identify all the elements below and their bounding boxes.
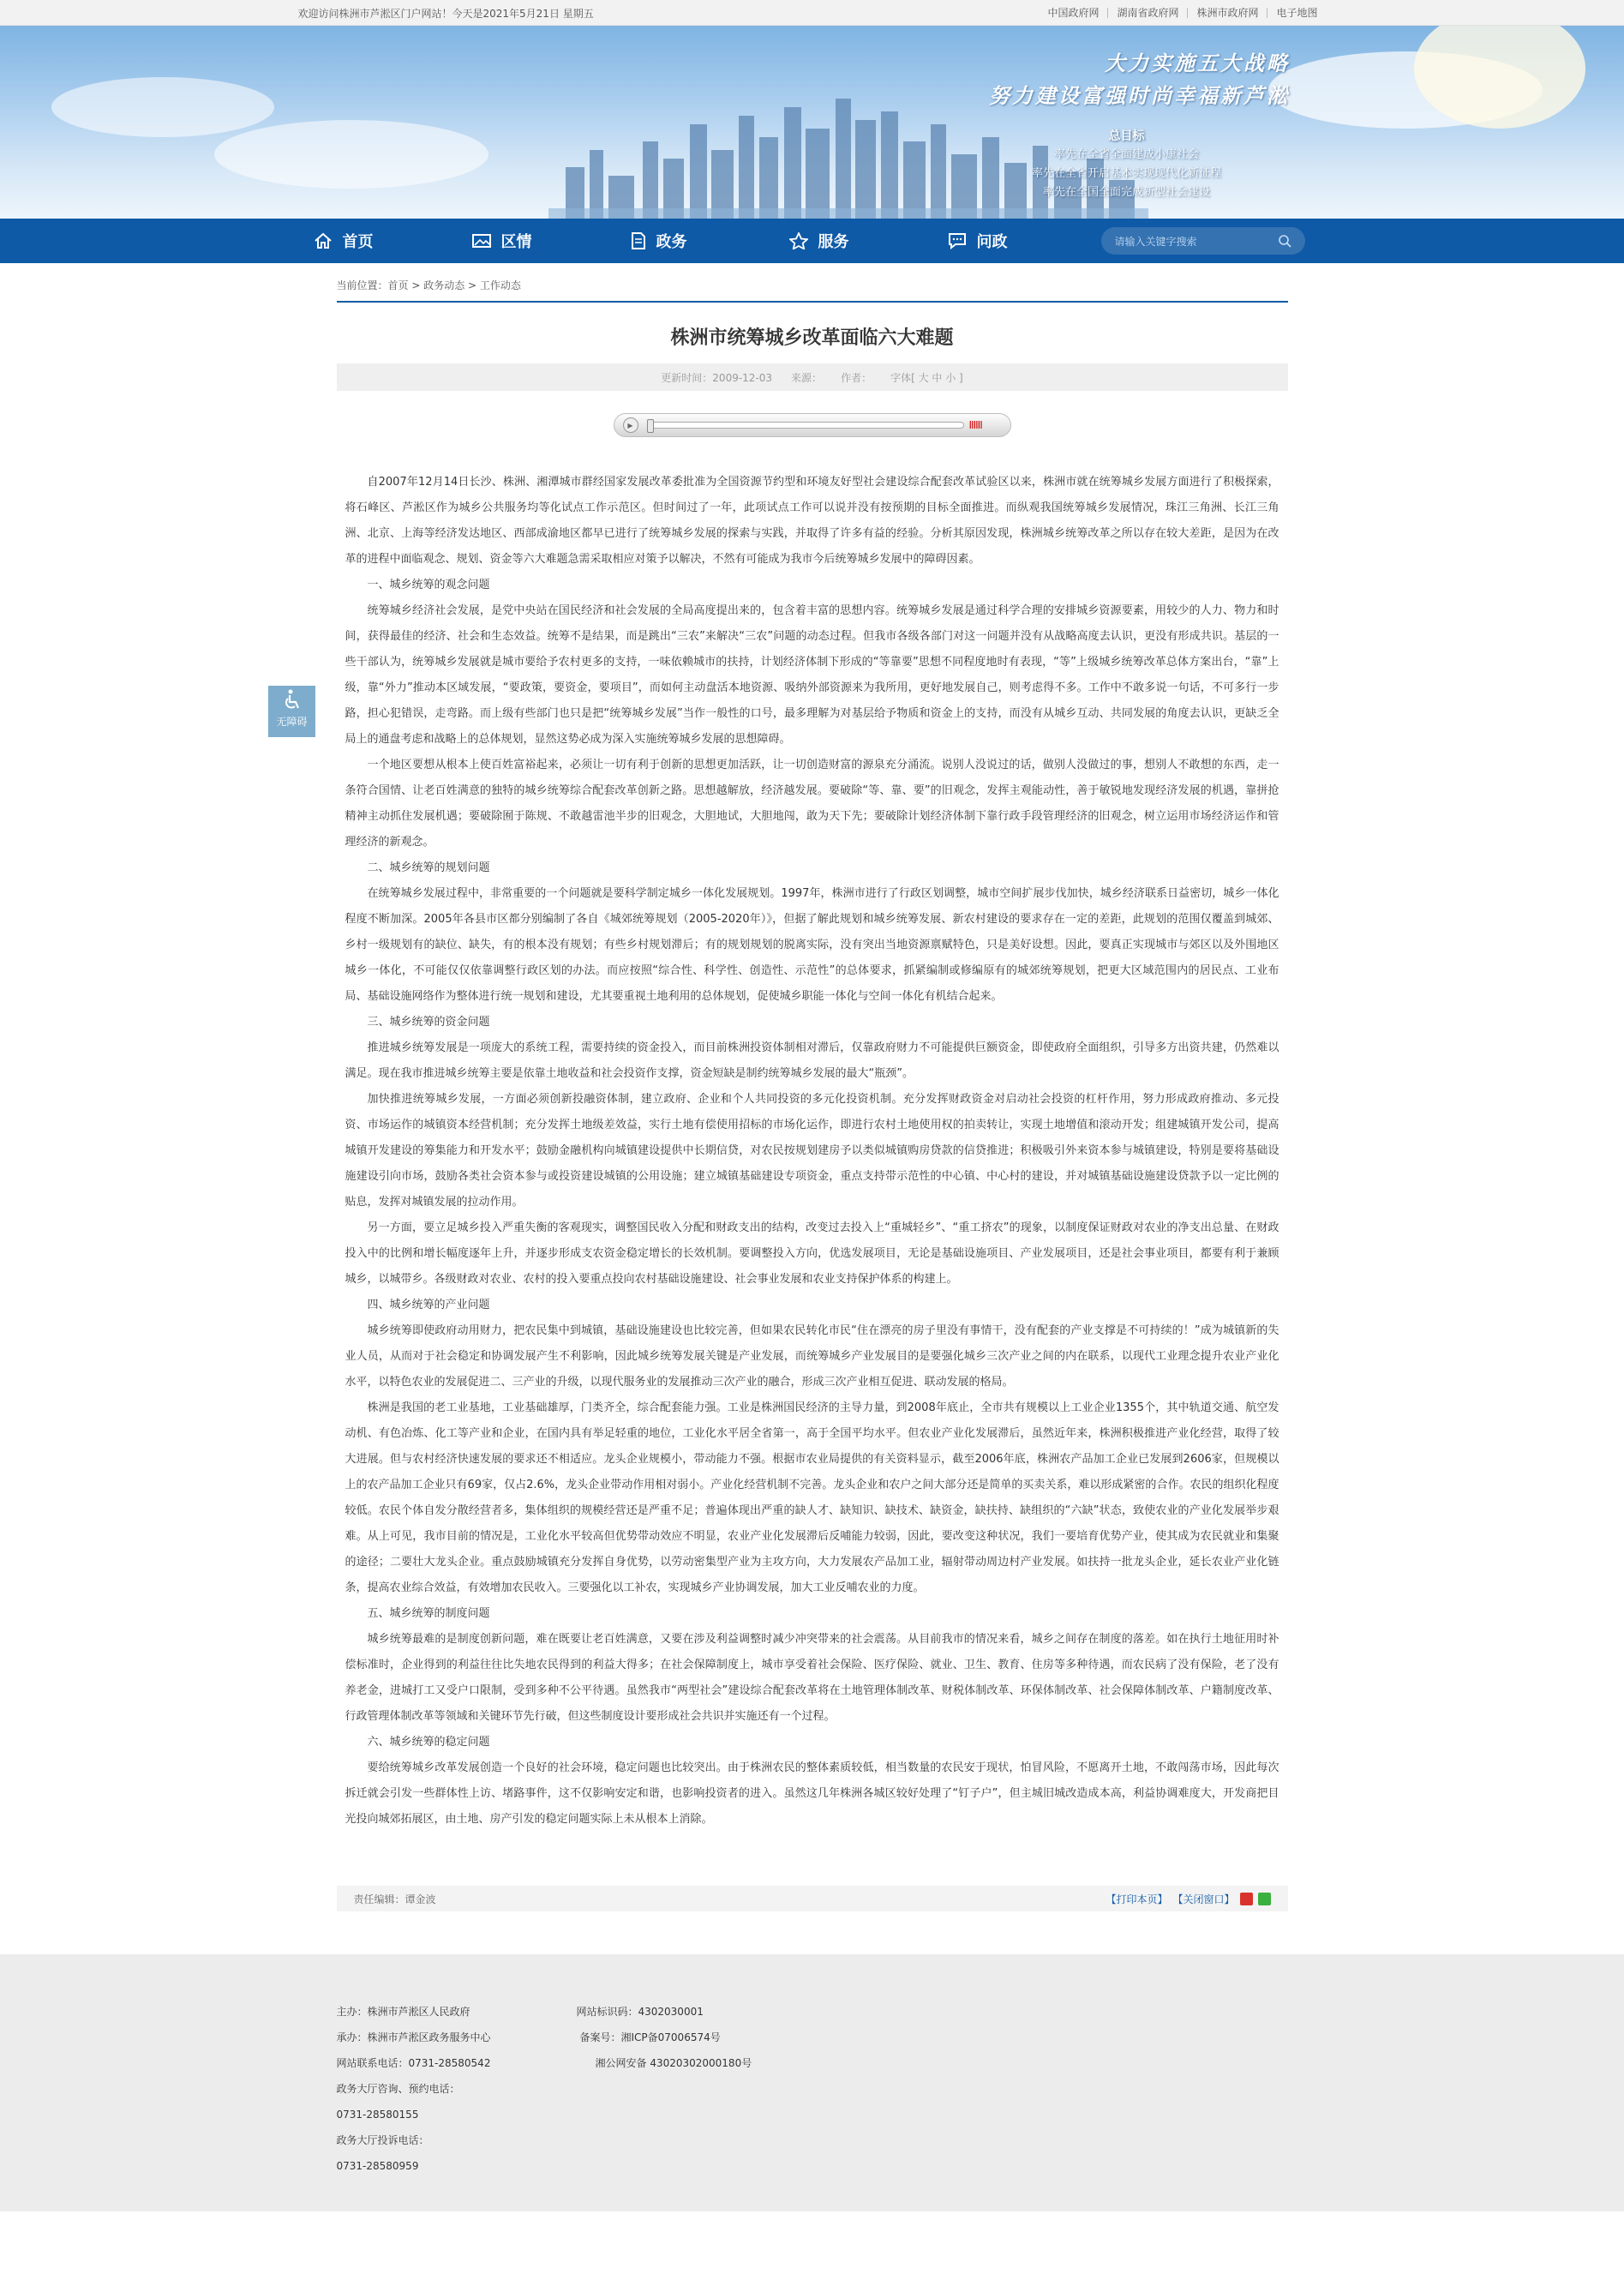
main-content <box>337 263 1288 1911</box>
section-heading: 二、城乡统筹的规划问题 <box>367 861 490 874</box>
article-source: 来源： <box>791 371 823 384</box>
footer-line: 政务大厅咨询、预约电话： <box>336 2083 460 2095</box>
goal-title: 总目标 <box>1108 129 1145 143</box>
breadcrumb-sep: > <box>464 279 480 291</box>
slogan-line-2: 努力建设富强时尚幸福新芦淞 <box>989 83 1290 108</box>
footer-registration <box>577 1999 752 2179</box>
welcome-text: 欢迎访问株洲市芦淞区门户网站！今天是2021年5月21日 星期五 <box>297 7 594 20</box>
header-banner <box>0 26 1624 219</box>
article-paragraph: 推进城乡统筹发展是一项庞大的系统工程，需要持续的资金投入，而目前株洲投资体制相对滞后，仅靠政府财力不可能提供巨额资金，即使政府全面组织，引导多方出资共建，仍然难以满足。现在我市推进城乡统筹主要是依靠土地收益和社会投资作支撑，资金短缺是制约统筹城乡发展的最大“瓶颈”。 <box>345 1041 1279 1080</box>
slider-handle[interactable] <box>647 419 654 433</box>
footer-line: 0731-28580959 <box>336 2160 419 2172</box>
audio-player <box>337 413 1288 437</box>
document-icon <box>631 232 646 249</box>
article-paragraph: 自2007年12月14日长沙、株洲、湘潭城市群经国家发展改革委批准为全国资源节约型和环境友好型社会建设综合配套改革试验区以来，株洲市就在统筹城乡发展方面进行了积极探索，将石峰区、芦淞区作为城乡公共服务均等化试点工作示范区。但时间过了一年，此项试点工作可以说并没有按预期的目标全面推进。而纵观我国统筹城乡发展情况，珠江三角洲、长江三角洲、北京、上海等经济发达地区、西部成渝地区都早已进行了统筹城乡发展的探索与实践，并取得了许多有益的经验。分析其原因发现，株洲城乡统筹改革之所以存在较大差距，是因为在改革的进程中面临观念、规划、资金等六大难题急需采取相应对策予以解决，不然有可能成为我市今后统筹城乡发展中的障碍因素。 <box>345 476 1279 566</box>
article-paragraph: 株洲是我国的老工业基地，工业基础雄厚，门类齐全，综合配套能力强。工业是株洲国民经济的主导力量，到2008年底止，全市共有规模以上工业企业1355个，其中轨道交通、航空发动机、有色冶炼、化工等产业和企业，在国内具有举足轻重的地位，工业化水平居全省第一，高于全国平均水平。但农业产业化发展滞后，虽然近年来，株洲积极推进产业化经营，取得了较大进展。但与农村经济快速发展的要求还不相适应。龙头企业规模小，带动能力不强。根据市农业局提供的有关资料显示，截至2006年底，株洲农产品加工企业已发展到2606家，但规模以上的农产品加工企业只有69家，仅占2.6%，龙头企业带动作用相对弱小。产业化经营机制不完善。龙头企业和农户之间大部分还是简单的买卖关系，难以形成紧密的合作。农民的组织化程度较低。农民个体自发分散经营者多，集体组织的规模经营还是严重不足；普遍体现出严重的缺人才、缺知识、缺技术、缺资金，缺扶持、缺组织的“六缺”状态，致使农业的产业化发展举步艰难。从上可见，我市目前的情况是，工业化水平较高但优势带动效应不明显，农业产业化发展滞后反哺能力较弱，因此，要改变这种状况，我们一要培育优势产业，使其成为农民就业和集聚的途径；二要壮大龙头企业。重点鼓励城镇充分发挥自身优势，以劳动密集型产业为主攻方向，大力发展农产品加工业，辐射带动周边村产业发展。如扶持一批龙头企业，延长农业产业化链条，提高农业综合效益，有效增加农民收入。三要强化以工补农，实现城乡产业协调发展，加大工业反哺农业的力度。 <box>345 1401 1279 1594</box>
article-footer <box>337 1886 1288 1911</box>
footer-line: 0731-28580155 <box>336 2109 419 2121</box>
footer-line: 网站联系电话：0731-28580542 <box>336 2057 491 2069</box>
nav-label: 首页 <box>342 233 374 251</box>
accessibility-button[interactable] <box>268 686 315 737</box>
article-author: 作者： <box>841 371 872 384</box>
goal-item: 率先在全国全面完成新型社会建设 <box>1042 186 1210 199</box>
section-heading: 一、城乡统筹的观念问题 <box>367 579 490 591</box>
nav-label: 服务 <box>818 233 849 251</box>
footer-contact <box>337 1999 577 2179</box>
footer-line[interactable]: 湘公网安备 43020302000180号 <box>595 2057 752 2069</box>
wheelchair-icon <box>283 689 302 711</box>
chat-icon <box>948 232 967 249</box>
article-paragraph: 加快推进统筹城乡发展，一方面必须创新投融资体制，建立政府、企业和个人共同投资的多元化投资机制。充分发挥财政资金对启动社会投资的杠杆作用，努力形成政府推动、多元投资、市场运作的城镇资本经营机制；充分发挥土地级差效益，实行土地有偿使用招标的市场化运作，即进行农村土地使用权的拍卖转让，实现土地增值和滚动开发；组建城镇开发公司，提高城镇开发建设的筹集能力和开发水平；鼓励金融机构向城镇建设提供中长期信贷，对农民按规划建房予以类似城镇购房贷款的信贷推进；积极吸引外来资本参与城镇建设，特别是要将基础设施建设引向市场，鼓励各类社会资本参与或投资建设城镇的公用设施；建立城镇基础建设专项资金，重点支持带示范性的中心镇、中心村的建设，并对城镇基础设施建设贷款予以一定比例的贴息，发挥对城镇发展的拉动作用。 <box>345 1093 1279 1209</box>
section-heading: 三、城乡统筹的资金问题 <box>367 1016 490 1029</box>
play-button[interactable]: ▶ <box>623 417 638 433</box>
top-bar <box>0 0 1624 26</box>
banner-slogan <box>989 47 1290 112</box>
footer-line: 网站标识码：4302030001 <box>576 2006 704 2018</box>
font-size-selector[interactable]: 字体[ 大 中 小 ] <box>890 371 963 384</box>
accessibility-label: 无障碍 <box>276 716 308 728</box>
nav-district[interactable] <box>457 230 615 252</box>
breadcrumb-label: 当前位置： <box>336 279 388 291</box>
article-meta <box>337 363 1288 391</box>
article-paragraph: 城乡统筹最难的是制度创新问题，难在既要让老百姓满意，又要在涉及利益调整时减少冲突带来的社会震荡。从目前我市的情况来看，城乡之间存在制度的落差。如在执行土地征用时补偿标准时，企业得到的利益往往比失地农民得到的利益大得多；在社会保障制度上，城市享受着社会保险、医疗保险、就业、卫生、教育、住房等多种待遇，而农民病了没有保险，老了没有养老金，进城打工又受户口限制，受到多种不公平待遇。虽然我市“两型社会”建设综合配套改革将在土地管理体制改革、财税体制改革、环保体制改革、社会保障体制改革、户籍制度改革、行政管理体制改革等领域和关键环节先行破，但这些制度设计要形成社会共识并实施还有一个过程。 <box>345 1633 1279 1723</box>
article-paragraph: 另一方面，要立足城乡投入严重失衡的客观现实，调整国民收入分配和财政支出的结构，改变过去投入上“重城轻乡”、“重工挤农”的现象，以制度保证财政对农业的净支出总量、在财政投入中的比例和增长幅度逐年上升，并逐步形成支农资金稳定增长的长效机制。要调整投入方向，优选发展项目，无论是基础设施项目、产业发展项目，还是社会事业项目，都要有利于兼顾城乡，以城带乡。各级财政对农业、农村的投入要重点投向农村基础设施建设、社会事业发展和农业支持保护体系的构建上。 <box>345 1221 1279 1286</box>
article-paragraph: 要给统筹城乡改革发展创造一个良好的社会环境，稳定问题也比较突出。由于株洲农民的整体素质较低，相当数量的农民安于现状，怕冒风险，不愿离开土地，不敢闯荡市场，因此每次拆迁就会引发一些群体性上访、堵路事件，这不仅影响安定和谐，也影响投资者的进入。虽然这几年株洲各城区较好处理了“钉子户”，但主城旧城改造成本高，利益协调难度大，开发商把目光投向城郊拓展区，由土地、房产引发的稳定问题实际上未从根本上消除。 <box>345 1761 1279 1826</box>
section-heading: 四、城乡统筹的产业问题 <box>367 1299 490 1311</box>
print-link[interactable]: 【打印本页】 <box>1106 1893 1168 1905</box>
breadcrumb-home[interactable]: 首页 <box>387 279 409 291</box>
section-heading: 六、城乡统筹的稳定问题 <box>367 1736 490 1749</box>
star-icon <box>789 232 808 249</box>
image-icon <box>472 233 491 249</box>
nav-label: 问政 <box>976 233 1008 251</box>
nav-inquiry[interactable] <box>932 230 1091 252</box>
search-box[interactable] <box>1101 227 1305 255</box>
article-paragraph: 统筹城乡经济社会发展，是党中央站在国民经济和社会发展的全局高度提出来的，包含着丰富的思想内容。统筹城乡发展是通过科学合理的安排城乡资源要素，用较少的人力、物力和时间，获得最佳的经济、社会和生态效益。统筹不是结果，而是跳出“三农”来解决“三农”问题的动态过程。但我市各级各部门对这一问题并没有从战略高度去认识，更没有形成共识。基层的一些干部认为，统筹城乡发展就是城市要给予农村更多的支持，一味依赖城市的扶持，计划经济体制下形成的“等靠要”思想不同程度地时有表现，“等”上级城乡统筹改革总体方案出台，“靠”上级，靠“外力”推动本区域发展，“要政策，要资金，要项目”，而如何主动盘活本地资源、吸纳外部资源来为我所用，更好地发展自己，则考虑得不多。工作中不敢多说一句话，不可多行一步路，担心犯错误，走弯路。而上级有些部门也只是把“统筹城乡发展”当作一般性的口号，最多理解为对基层给予物质和资金上的支持，而没有从城乡互动、共同发展的角度去认识，更缺乏全局上的通盘考虑和战略上的总体规划，显然这势必成为深入实施统筹城乡发展的思想障碍。 <box>345 604 1279 746</box>
footer-line: 主办：株洲市芦淞区人民政府 <box>336 2006 470 2018</box>
top-link-zhuzhou[interactable]: 株洲市政府网 <box>1187 8 1267 18</box>
article-title: 株洲市统筹城乡改革面临六大难题 <box>670 327 954 349</box>
wechat-share-icon[interactable] <box>1258 1893 1271 1905</box>
slogan-line-1: 大力实施五大战略 <box>1105 51 1290 75</box>
home-icon <box>314 232 333 249</box>
goal-item: 率先在全省开启基本实现现代化新征程 <box>1031 167 1221 180</box>
weibo-share-icon[interactable] <box>1240 1893 1253 1905</box>
main-nav <box>0 219 1624 263</box>
nav-affairs[interactable] <box>615 230 774 252</box>
breadcrumb-sep: > <box>408 279 424 291</box>
footer-line[interactable]: 备案号：湘ICP备07006574号 <box>579 2031 721 2043</box>
footer-line: 承办：株洲市芦淞区政务服务中心 <box>336 2031 491 2043</box>
site-footer <box>0 1954 1624 2211</box>
banner-goals <box>1032 127 1221 202</box>
breadcrumb-work[interactable]: 工作动态 <box>479 279 521 291</box>
article-body <box>337 470 1288 1833</box>
search-icon[interactable] <box>1278 234 1291 248</box>
article-paragraph: 城乡统筹即使政府动用财力，把农民集中到城镇，基础设施建设也比较完善，但如果农民转化市民“住在漂亮的房子里没有事情干，没有配套的产业支撑是不可持续的！”成为城镇新的失业人员，从而对于社会稳定和协调发展产生不利影响，因此城乡统筹发展关键是产业发展，而统筹城乡产业发展目的是要强化城乡三次产业之间的内在联系，以现代工业理念提升农业产业化水平，以特色农业的发展促进二、三产业的升级，以现代服务业的发展推动三次产业的融合，形成三次产业相互促进、联动发展的格局。 <box>345 1324 1279 1389</box>
article-date: 更新时间：2009-12-03 <box>661 371 773 384</box>
volume-indicator[interactable]: IIIIII <box>968 419 982 431</box>
article-paragraph: 一个地区要想从根本上使百姓富裕起来，必须让一切有利于创新的思想更加活跃，让一切创造财富的源泉充分涌流。说别人没说过的话，做别人没做过的事，想别人不敢想的东西，走一条符合国情、让老百姓满意的独特的城乡统筹综合配套改革创新之路。思想越解放，经济越发展。要破除“等、靠、要”的旧观念，发挥主观能动性，善于敏锐地发现经济发展的机遇，靠拼抢精神主动抓住发展机遇；要破除囿于陈规、不敢越雷池半步的旧观念，大胆地试，大胆地闯，敢为天下先；要破除计划经济体制下靠行政手段管理经济的旧观念，树立运用市场经济运作和管理经济的新观念。 <box>345 759 1279 849</box>
top-link-hunan[interactable]: 湖南省政府网 <box>1107 8 1187 18</box>
nav-label: 政务 <box>656 233 687 251</box>
nav-label: 区情 <box>500 233 532 251</box>
breadcrumb <box>337 263 1288 303</box>
search-input[interactable]: 请输入关键字搜索 <box>1114 235 1197 248</box>
nav-service[interactable] <box>774 230 932 252</box>
breadcrumb-news[interactable]: 政务动态 <box>423 279 465 291</box>
nav-home[interactable] <box>298 230 457 252</box>
top-link-gov-cn[interactable]: 中国政府网 <box>1047 7 1100 19</box>
section-heading: 五、城乡统筹的制度问题 <box>367 1607 490 1620</box>
close-window-link[interactable]: 【关闭窗口】 <box>1172 1893 1235 1905</box>
article-paragraph: 在统筹城乡发展过程中，非常重要的一个问题就是要科学制定城乡一体化发展规划。1997年，株洲市进行了行政区划调整，城市空间扩展步伐加快，城乡经济联系日益密切，城乡一体化程度不断加深。2005年各县市区都分别编制了各自《城郊统筹规划（2005-2020年）》，但据了解此规划和城乡统筹发展、新农村建设的要求存在一定的差距，此规划的范围仅覆盖到城郊、乡村一级规划有的缺位、缺失，有的根本没有规划；有些乡村规划滞后；有的规划规划的脱离实际，没有突出当地资源禀赋特色，只是美好设想。因此，要真正实现城市与郊区以及外围地区城乡一体化，不可能仅仅依靠调整行政区划的办法。而应按照“综合性、科学性、创造性、示范性”的总体要求，抓紧编制或修编原有的城郊统筹规划，把更大区域范围内的居民点、工业布局、基础设施网络作为整体进行统一规划和建设，尤其要重视土地利用的总体规划，促使城乡职能一体化与空间一体化有机结合起来。 <box>345 887 1279 1003</box>
top-link-map[interactable]: 电子地图 <box>1267 8 1326 18</box>
editor-name: 责任编辑：谭金波 <box>353 1893 436 1905</box>
goal-item: 率先在全省全面建成小康社会 <box>1053 148 1199 161</box>
footer-line: 政务大厅投诉电话： <box>336 2134 429 2146</box>
progress-slider[interactable] <box>647 422 964 429</box>
top-links <box>1039 8 1326 18</box>
